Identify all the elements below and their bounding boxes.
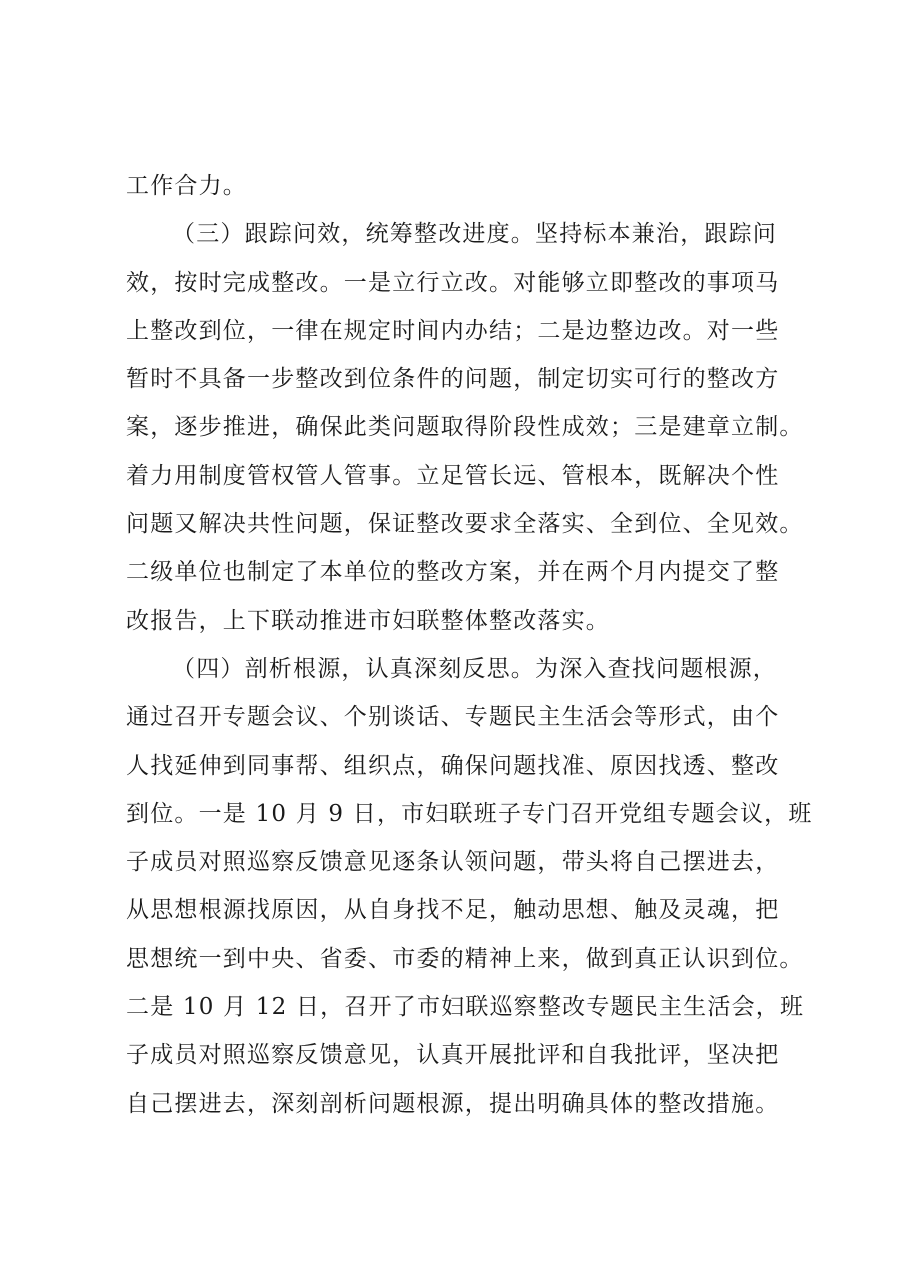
document-line: 人找延伸到同事帮、组织点，确保问题找准、原因找透、整改 bbox=[126, 752, 780, 779]
document-line: 案，逐步推进，确保此类问题取得阶段性成效；三是建章立制。 bbox=[126, 414, 804, 441]
document-line: 子成员对照巡察反馈意见，认真开展批评和自我批评，坚决把 bbox=[126, 1042, 780, 1069]
document-line: 子成员对照巡察反馈意见逐条认领问题，带头将自己摆进去， bbox=[126, 849, 780, 876]
document-line: 暂时不具备一步整改到位条件的问题，制定切实可行的整改方 bbox=[126, 366, 780, 393]
document-body bbox=[126, 162, 826, 1128]
document-line: 改报告，上下联动推进市妇联整体整改落实。 bbox=[126, 607, 610, 634]
document-line: 着力用制度管权管人管事。立足管长远、管根本，既解决个性 bbox=[126, 462, 780, 489]
document-line: （四）剖析根源，认真深刻反思。为深入查找问题根源， bbox=[172, 655, 777, 682]
document-line: 效，按时完成整改。一是立行立改。对能够立即整改的事项马 bbox=[126, 269, 780, 296]
document-line: 通过召开专题会议、个别谈话、专题民主生活会等形式，由个 bbox=[126, 704, 780, 731]
document-line: 二是 10 月 12 日，召开了市妇联巡察整改专题民主生活会，班 bbox=[126, 994, 805, 1021]
document-line: 问题又解决共性问题，保证整改要求全落实、全到位、全见效。 bbox=[126, 511, 804, 538]
document-line: 二级单位也制定了本单位的整改方案，并在两个月内提交了整 bbox=[126, 559, 780, 586]
document-line: 工作合力。 bbox=[126, 173, 247, 199]
document-line: 自己摆进去，深刻剖析问题根源，提出明确具体的整改措施。 bbox=[126, 1090, 780, 1117]
document-line: 从思想根源找原因，从自身找不足，触动思想、触及灵魂，把 bbox=[126, 897, 780, 924]
document-line: 到位。一是 10 月 9 日，市妇联班子专门召开党组专题会议，班 bbox=[126, 800, 813, 827]
document-line: （三）跟踪问效，统筹整改进度。坚持标本兼治，跟踪问 bbox=[172, 221, 777, 248]
document-line: 思想统一到中央、省委、市委的精神上来，做到真正认识到位。 bbox=[126, 945, 804, 972]
document-line: 上整改到位，一律在规定时间内办结；二是边整边改。对一些 bbox=[126, 317, 780, 344]
